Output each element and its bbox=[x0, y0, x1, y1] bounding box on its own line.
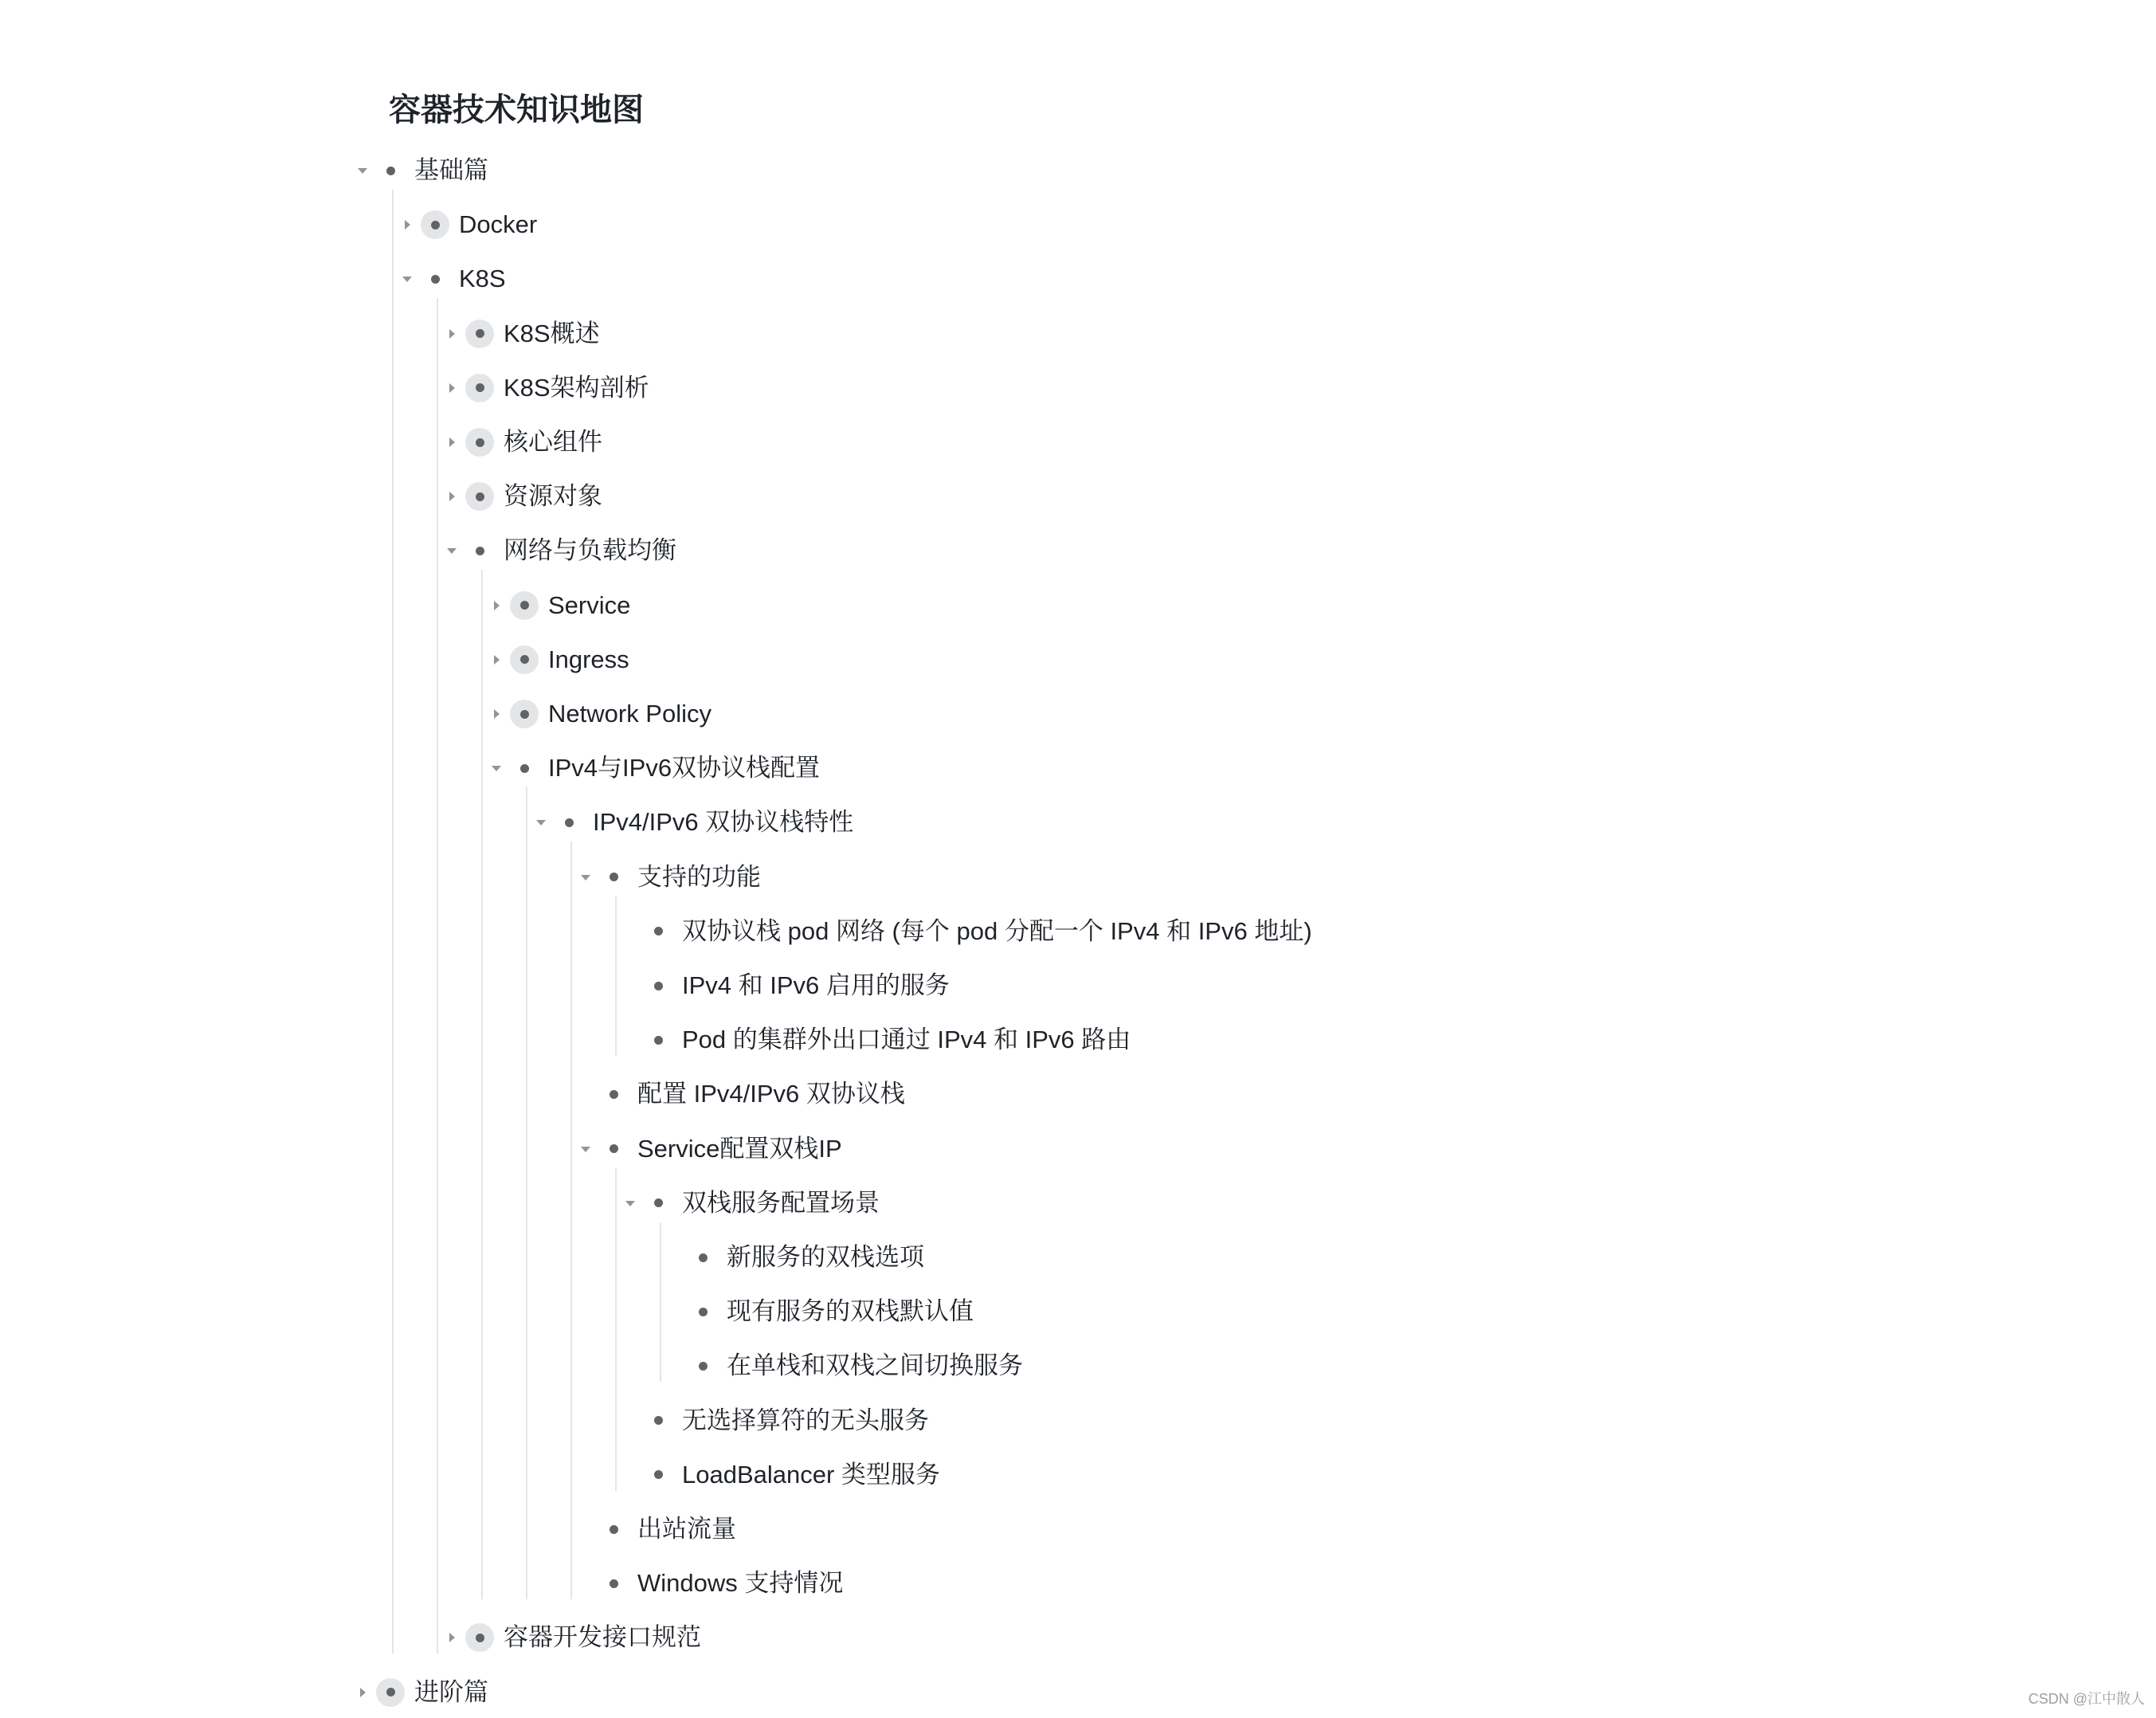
bullet-dot-icon bbox=[610, 1144, 618, 1153]
bullet-dot-icon bbox=[520, 655, 529, 664]
bullet-dot-icon bbox=[431, 221, 440, 229]
bullet-icon[interactable] bbox=[376, 1678, 405, 1707]
chevron-down-icon[interactable] bbox=[488, 743, 505, 794]
bullet-dot-icon bbox=[476, 329, 484, 338]
outline-item-label[interactable]: Docker bbox=[459, 210, 538, 239]
outline-item-label[interactable]: 出站流量 bbox=[637, 1515, 736, 1543]
outline-item[interactable] bbox=[621, 906, 1312, 957]
outline-item[interactable] bbox=[443, 417, 602, 468]
outline-item[interactable] bbox=[621, 1178, 880, 1229]
bullet-dot-icon bbox=[476, 492, 484, 501]
chevron-down-icon[interactable] bbox=[532, 797, 550, 848]
watermark: CSDN @江中散人 bbox=[2028, 1691, 2145, 1707]
outline-item-label[interactable]: 网络与负载均衡 bbox=[504, 536, 676, 565]
indent-guide-line bbox=[437, 298, 438, 1653]
outline-item[interactable] bbox=[443, 308, 600, 359]
bullet-icon[interactable] bbox=[465, 374, 494, 402]
outline-item[interactable] bbox=[532, 797, 853, 848]
chevron-right-icon[interactable] bbox=[443, 308, 461, 359]
outline-item-label[interactable]: Network Policy bbox=[548, 700, 711, 728]
outline-item-label[interactable]: 容器开发接口规范 bbox=[504, 1623, 701, 1652]
outline-item[interactable] bbox=[666, 1232, 924, 1283]
chevron-right-icon[interactable] bbox=[488, 580, 505, 631]
bullet-icon[interactable] bbox=[644, 1406, 672, 1435]
bullet-dot-icon bbox=[610, 1525, 618, 1534]
bullet-icon[interactable] bbox=[688, 1351, 717, 1380]
bullet-dot-icon bbox=[476, 438, 484, 447]
bullet-dot-icon bbox=[520, 764, 529, 773]
bullet-dot-icon bbox=[654, 982, 663, 990]
toggle-spacer bbox=[621, 960, 639, 1011]
outline-item[interactable] bbox=[398, 199, 537, 250]
outline-item-label[interactable]: 双栈服务配置场景 bbox=[682, 1188, 880, 1217]
outline-item[interactable] bbox=[666, 1340, 1023, 1391]
outline-item[interactable] bbox=[398, 253, 506, 304]
outline-item-label[interactable]: K8S架构剖析 bbox=[504, 373, 649, 402]
bullet-icon[interactable] bbox=[644, 1189, 672, 1218]
bullet-dot-icon bbox=[699, 1308, 708, 1316]
outline-item-label[interactable]: IPv4/IPv6 双协议栈特性 bbox=[593, 808, 854, 837]
indent-guide-line bbox=[615, 1168, 617, 1491]
bullet-dot-icon bbox=[610, 1090, 618, 1099]
chevron-down-icon[interactable] bbox=[398, 253, 416, 304]
outline-item-label[interactable]: 基础篇 bbox=[414, 156, 488, 184]
outline-item[interactable] bbox=[621, 1395, 929, 1446]
bullet-icon[interactable] bbox=[599, 1569, 628, 1598]
chevron-right-icon[interactable] bbox=[443, 471, 461, 522]
outline-item[interactable] bbox=[443, 1612, 701, 1663]
bullet-icon[interactable] bbox=[465, 320, 494, 348]
toggle-spacer bbox=[621, 1449, 639, 1500]
outline-item[interactable] bbox=[488, 743, 820, 794]
outline-item-label[interactable]: 配置 IPv4/IPv6 双协议栈 bbox=[637, 1080, 905, 1108]
outline-item-label[interactable]: 无选择算符的无头服务 bbox=[682, 1406, 929, 1434]
bullet-dot-icon bbox=[520, 710, 529, 719]
bullet-icon[interactable] bbox=[644, 971, 672, 1000]
bullet-icon[interactable] bbox=[465, 482, 494, 511]
outline-item[interactable] bbox=[443, 525, 676, 576]
outline-item-label[interactable]: 现有服务的双栈默认值 bbox=[727, 1297, 974, 1326]
indent-guide-line bbox=[392, 190, 394, 1653]
chevron-right-icon[interactable] bbox=[443, 417, 461, 468]
indent-guide-line bbox=[481, 570, 483, 1599]
outline-item-label[interactable]: Service配置双栈IP bbox=[637, 1134, 842, 1163]
outline-item[interactable] bbox=[621, 960, 950, 1011]
indent-guide-line bbox=[570, 841, 572, 1599]
bullet-icon[interactable] bbox=[465, 1623, 494, 1652]
bullet-icon[interactable] bbox=[465, 428, 494, 457]
indent-guide-line bbox=[660, 1222, 661, 1383]
bullet-icon[interactable] bbox=[421, 265, 449, 293]
outline-item[interactable] bbox=[577, 1124, 842, 1175]
bullet-dot-icon bbox=[654, 1416, 663, 1425]
bullet-icon[interactable] bbox=[688, 1243, 717, 1272]
chevron-right-icon[interactable] bbox=[443, 1612, 461, 1663]
bullet-dot-icon bbox=[610, 1579, 618, 1588]
bullet-icon[interactable] bbox=[510, 645, 539, 674]
indent-guide-line bbox=[615, 896, 617, 1057]
toggle-spacer bbox=[577, 1069, 594, 1120]
bullet-dot-icon bbox=[610, 873, 618, 881]
outline-item-label[interactable]: IPv4与IPv6双协议栈配置 bbox=[548, 754, 821, 783]
outline-item-label[interactable]: IPv4 和 IPv6 启用的服务 bbox=[682, 971, 950, 999]
outline-item-label[interactable]: LoadBalancer 类型服务 bbox=[682, 1460, 940, 1489]
bullet-icon[interactable] bbox=[510, 700, 539, 728]
bullet-dot-icon bbox=[476, 547, 484, 555]
outline-item[interactable] bbox=[621, 1449, 940, 1500]
chevron-down-icon[interactable] bbox=[577, 852, 594, 903]
bullet-dot-icon bbox=[654, 1036, 663, 1045]
bullet-icon[interactable] bbox=[599, 863, 628, 892]
outline-item-label[interactable]: Ingress bbox=[548, 645, 629, 673]
toggle-spacer bbox=[621, 1014, 639, 1065]
bullet-icon[interactable] bbox=[644, 1026, 672, 1054]
chevron-down-icon[interactable] bbox=[577, 1124, 594, 1175]
bullet-icon[interactable] bbox=[376, 156, 405, 185]
outline-item[interactable] bbox=[443, 363, 649, 414]
outline-item-label[interactable]: 在单栈和双栈之间切换服务 bbox=[727, 1351, 1023, 1380]
toggle-spacer bbox=[577, 1504, 594, 1555]
outline-item[interactable] bbox=[577, 1558, 843, 1609]
chevron-right-icon[interactable] bbox=[398, 199, 416, 250]
chevron-down-icon[interactable] bbox=[354, 145, 371, 196]
outline-item[interactable] bbox=[577, 1069, 905, 1120]
chevron-down-icon[interactable] bbox=[443, 525, 461, 576]
page-title: 容器技术知识地图 bbox=[389, 92, 644, 127]
indent-guide-line bbox=[526, 787, 527, 1599]
bullet-dot-icon bbox=[654, 1470, 663, 1479]
bullet-dot-icon bbox=[565, 818, 574, 827]
outline-item[interactable] bbox=[488, 688, 711, 739]
bullet-icon[interactable] bbox=[688, 1297, 717, 1326]
toggle-spacer bbox=[666, 1340, 684, 1391]
bullet-icon[interactable] bbox=[510, 754, 539, 783]
bullet-dot-icon bbox=[699, 1253, 708, 1262]
bullet-icon[interactable] bbox=[599, 1515, 628, 1543]
bullet-dot-icon bbox=[431, 275, 440, 284]
bullet-icon[interactable] bbox=[599, 1135, 628, 1163]
toggle-spacer bbox=[666, 1286, 684, 1337]
bullet-icon[interactable] bbox=[421, 210, 449, 239]
chevron-right-icon[interactable] bbox=[354, 1667, 371, 1718]
outline-item-label[interactable]: 新服务的双栈选项 bbox=[727, 1243, 924, 1271]
outline-item[interactable] bbox=[621, 1014, 1131, 1065]
bullet-dot-icon bbox=[476, 1634, 484, 1642]
outline-item[interactable] bbox=[577, 852, 761, 903]
outline-item[interactable] bbox=[354, 1667, 488, 1718]
outline-item-label[interactable]: Pod 的集群外出口通过 IPv4 和 IPv6 路由 bbox=[682, 1026, 1131, 1054]
bullet-dot-icon bbox=[654, 1198, 663, 1207]
toggle-spacer bbox=[621, 1395, 639, 1446]
toggle-spacer bbox=[666, 1232, 684, 1283]
outline-item-label[interactable]: 核心组件 bbox=[504, 428, 602, 456]
outline-item[interactable] bbox=[577, 1504, 736, 1555]
outline-item[interactable] bbox=[666, 1286, 974, 1337]
outline-item-label[interactable]: K8S bbox=[459, 265, 506, 293]
outline-item-label[interactable]: 资源对象 bbox=[504, 482, 602, 511]
bullet-icon[interactable] bbox=[644, 917, 672, 946]
outline-item-label[interactable]: Service bbox=[548, 590, 631, 619]
bullet-dot-icon bbox=[654, 927, 663, 935]
toggle-spacer bbox=[577, 1558, 594, 1609]
bullet-dot-icon bbox=[520, 601, 529, 610]
bullet-icon[interactable] bbox=[555, 808, 583, 837]
bullet-dot-icon bbox=[699, 1362, 708, 1371]
outline-item-label[interactable]: K8S概述 bbox=[504, 319, 600, 347]
bullet-dot-icon bbox=[476, 383, 484, 392]
outline-item-label[interactable]: Windows 支持情况 bbox=[637, 1569, 844, 1598]
bullet-dot-icon bbox=[386, 1688, 395, 1696]
toggle-spacer bbox=[621, 906, 639, 957]
outline-item[interactable] bbox=[488, 580, 630, 631]
outline-item[interactable] bbox=[488, 634, 629, 685]
chevron-down-icon[interactable] bbox=[621, 1178, 639, 1229]
outline-item[interactable] bbox=[443, 471, 602, 522]
outline-item-label[interactable]: 双协议栈 pod 网络 (每个 pod 分配一个 IPv4 和 IPv6 地址) bbox=[682, 916, 1312, 945]
chevron-right-icon[interactable] bbox=[488, 634, 505, 685]
outline-item-label[interactable]: 支持的功能 bbox=[637, 862, 761, 891]
outline-item-label[interactable]: 进阶篇 bbox=[414, 1677, 488, 1706]
bullet-icon[interactable] bbox=[465, 536, 494, 565]
chevron-right-icon[interactable] bbox=[443, 363, 461, 414]
bullet-icon[interactable] bbox=[510, 591, 539, 620]
outline-item[interactable] bbox=[354, 145, 488, 196]
bullet-icon[interactable] bbox=[644, 1461, 672, 1489]
bullet-dot-icon bbox=[386, 167, 395, 175]
bullet-icon[interactable] bbox=[599, 1080, 628, 1108]
chevron-right-icon[interactable] bbox=[488, 688, 505, 739]
